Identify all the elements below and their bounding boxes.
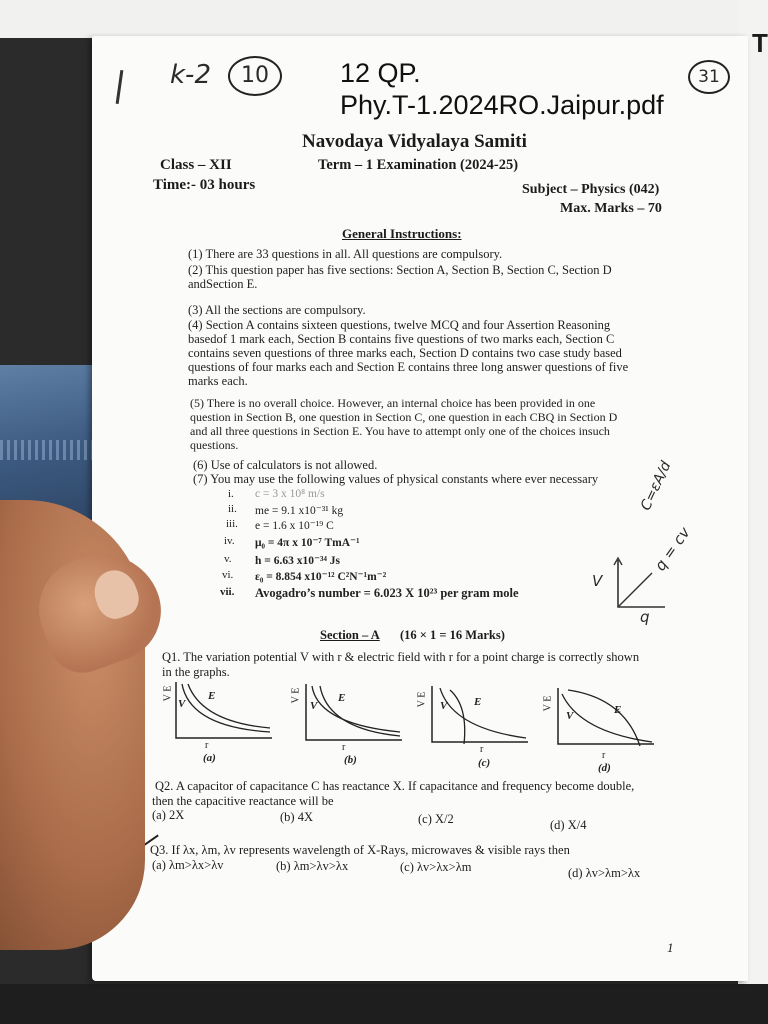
constant-num: iv. xyxy=(224,535,235,547)
q1-graph-c-label: (c) xyxy=(478,757,491,769)
instruction-num: (2) xyxy=(188,263,203,277)
margin-graph-sketch xyxy=(600,555,670,615)
background-top xyxy=(0,0,768,38)
page-badge: 31 xyxy=(688,60,730,94)
q1-graph-d-label: (d) xyxy=(598,762,611,774)
instruction-num: (6) xyxy=(193,458,208,472)
q1-graph-a-yaxis: V E xyxy=(162,685,174,702)
q1-graph-a-curve-e: E xyxy=(208,690,216,702)
q2-option-c: (c) X/2 xyxy=(418,812,454,826)
margin-axis-q: q xyxy=(640,608,650,626)
file-title-line1: 12 QP. xyxy=(340,58,421,88)
constant-value: h = 6.63 x10⁻³⁴ Js xyxy=(255,555,341,567)
q3-option-a: (a) λm>λx>λv xyxy=(152,858,224,872)
q1-graph-a-xaxis: r xyxy=(205,740,209,751)
instruction-text: This question paper has five sections: Section A, Section B, Section C, Section D andSection E. xyxy=(188,263,612,291)
q3-option-c: (c) λv>λx>λm xyxy=(400,860,472,874)
instruction-4 xyxy=(188,318,633,388)
q3-option-b: (b) λm>λv>λx xyxy=(276,859,349,873)
constant-value: Avogadro’s number = 6.023 X 10²³ per gram mole xyxy=(255,586,519,600)
constant-value: e = 1.6 x 10⁻¹⁹ C xyxy=(255,520,334,532)
corner-letter: T xyxy=(752,28,768,58)
constant-value: c = 3 x 10⁸ m/s xyxy=(255,488,325,500)
q1-graph-c-yaxis: V E xyxy=(416,691,428,708)
exam-title: Term – 1 Examination (2024-25) xyxy=(318,157,519,173)
instruction-2 xyxy=(188,263,633,291)
q1-graph-d-curve-e: E xyxy=(614,704,622,716)
instruction-num: (4) xyxy=(188,318,203,332)
section-a-marks: (16 × 1 = 16 Marks) xyxy=(400,628,505,642)
circled-number: 10 xyxy=(228,56,282,96)
q1-graph-c-curve-e: E xyxy=(474,696,482,708)
q1-graph-a-label: (a) xyxy=(203,752,216,764)
q1-graph-a xyxy=(172,682,272,742)
instruction-num: (1) xyxy=(188,247,203,261)
constant-value: ε₀ = 8.854 x10⁻¹² C²N⁻¹m⁻² xyxy=(255,571,387,583)
subject-label: Subject – Physics (042) xyxy=(522,182,660,197)
page-number: 1 xyxy=(667,940,674,955)
time-label: Time:- 03 hours xyxy=(153,177,256,193)
margin-formula: q = cv xyxy=(651,523,694,575)
q1-graph-b-yaxis: V E xyxy=(290,687,302,704)
instruction-3 xyxy=(188,303,633,317)
constant-num: vi. xyxy=(222,569,234,581)
margin-note: C=εA/d xyxy=(637,458,675,514)
constant-num: v. xyxy=(224,553,232,565)
q1-line2: in the graphs. xyxy=(162,665,230,679)
file-title-line2: Phy.T-1.2024RO.Jaipur.pdf xyxy=(340,90,664,120)
q1-graph-b-curve-e: E xyxy=(338,692,346,704)
instruction-text: Use of calculators is not allowed. xyxy=(210,458,378,472)
instruction-num: (7) xyxy=(193,472,208,486)
q1-graph-c xyxy=(428,686,528,746)
instruction-text: All the sections are compulsory. xyxy=(205,303,366,317)
organization-name: Navodaya Vidyalaya Samiti xyxy=(302,131,527,152)
instruction-text: There is no overall choice. However, an internal choice has been provided in one question in Section B, one question in Section C, one question in each CBQ in Section D and all three questions in Section E. You have to attempt only one of the choices insuch questions. xyxy=(190,396,618,452)
q1-graph-b-xaxis: r xyxy=(342,742,346,753)
q1-graph-b xyxy=(302,684,402,744)
handwritten-mark: k-2 xyxy=(170,60,211,90)
q3-option-d: (d) λv>λm>λx xyxy=(568,866,641,880)
instructions-title: General Instructions: xyxy=(342,226,462,241)
max-marks-label: Max. Marks – 70 xyxy=(560,201,662,216)
q1-graph-d-yaxis: V E xyxy=(542,695,554,712)
instruction-1 xyxy=(188,247,633,261)
q1-graph-d-curve-v: V xyxy=(566,710,574,722)
constant-value: μ₀ = 4π x 10⁻⁷ TmA⁻¹ xyxy=(255,537,360,549)
instruction-text: There are 33 questions in all. All questions are compulsory. xyxy=(205,247,503,261)
constant-num: iii. xyxy=(226,518,238,530)
constant-num: vii. xyxy=(220,586,235,598)
q1-graph-b-label: (b) xyxy=(344,754,357,766)
q2-option-d: (d) X/4 xyxy=(550,818,587,832)
q1-graph-a-curve-v: V xyxy=(178,698,186,710)
background-bottom xyxy=(0,984,768,1024)
q1-line1: Q1. The variation potential V with r & electric field with r for a point charge is correctly shown xyxy=(162,650,640,664)
margin-axis-v: V xyxy=(592,572,603,590)
q2-line2: then the capacitive reactance will be xyxy=(152,794,334,808)
q1-graph-c-curve-v: V xyxy=(440,700,448,712)
q3-line1: Q3. If λx, λm, λv represents wavelength of X-Rays, microwaves & visible rays then xyxy=(150,843,570,857)
instruction-text: You may use the following values of physical constants where ever necessary xyxy=(210,472,599,486)
instruction-5 xyxy=(190,396,630,452)
constant-num: i. xyxy=(228,488,234,500)
q1-graph-b-curve-v: V xyxy=(310,700,318,712)
q1-graph-d-xaxis: r xyxy=(602,750,606,761)
instruction-num: (5) xyxy=(190,396,204,410)
q2-option-a: (a) 2X xyxy=(152,808,185,822)
jeans-seam xyxy=(0,440,95,460)
section-a-title: Section – A xyxy=(320,628,380,642)
q1-graph-c-xaxis: r xyxy=(480,744,484,755)
instruction-7 xyxy=(193,472,633,486)
instruction-text: Section A contains sixteen questions, twelve MCQ and four Assertion Reasoning basedof 1 mark each, Section B contains five questions of two marks each, Section C contains seven questions of three marks each, Section D contains two case study based questions of four marks each and Section E contains three long answer questions of five marks each. xyxy=(188,318,629,388)
q2-line1: Q2. A capacitor of capacitance C has reactance X. If capacitance and frequency become double, xyxy=(155,779,635,793)
constant-num: ii. xyxy=(228,503,237,515)
class-label: Class – XII xyxy=(160,157,232,173)
instruction-6 xyxy=(193,458,633,472)
constant-value: me = 9.1 x10⁻³¹ kg xyxy=(255,505,344,517)
instruction-num: (3) xyxy=(188,303,203,317)
q2-option-b: (b) 4X xyxy=(280,810,313,824)
